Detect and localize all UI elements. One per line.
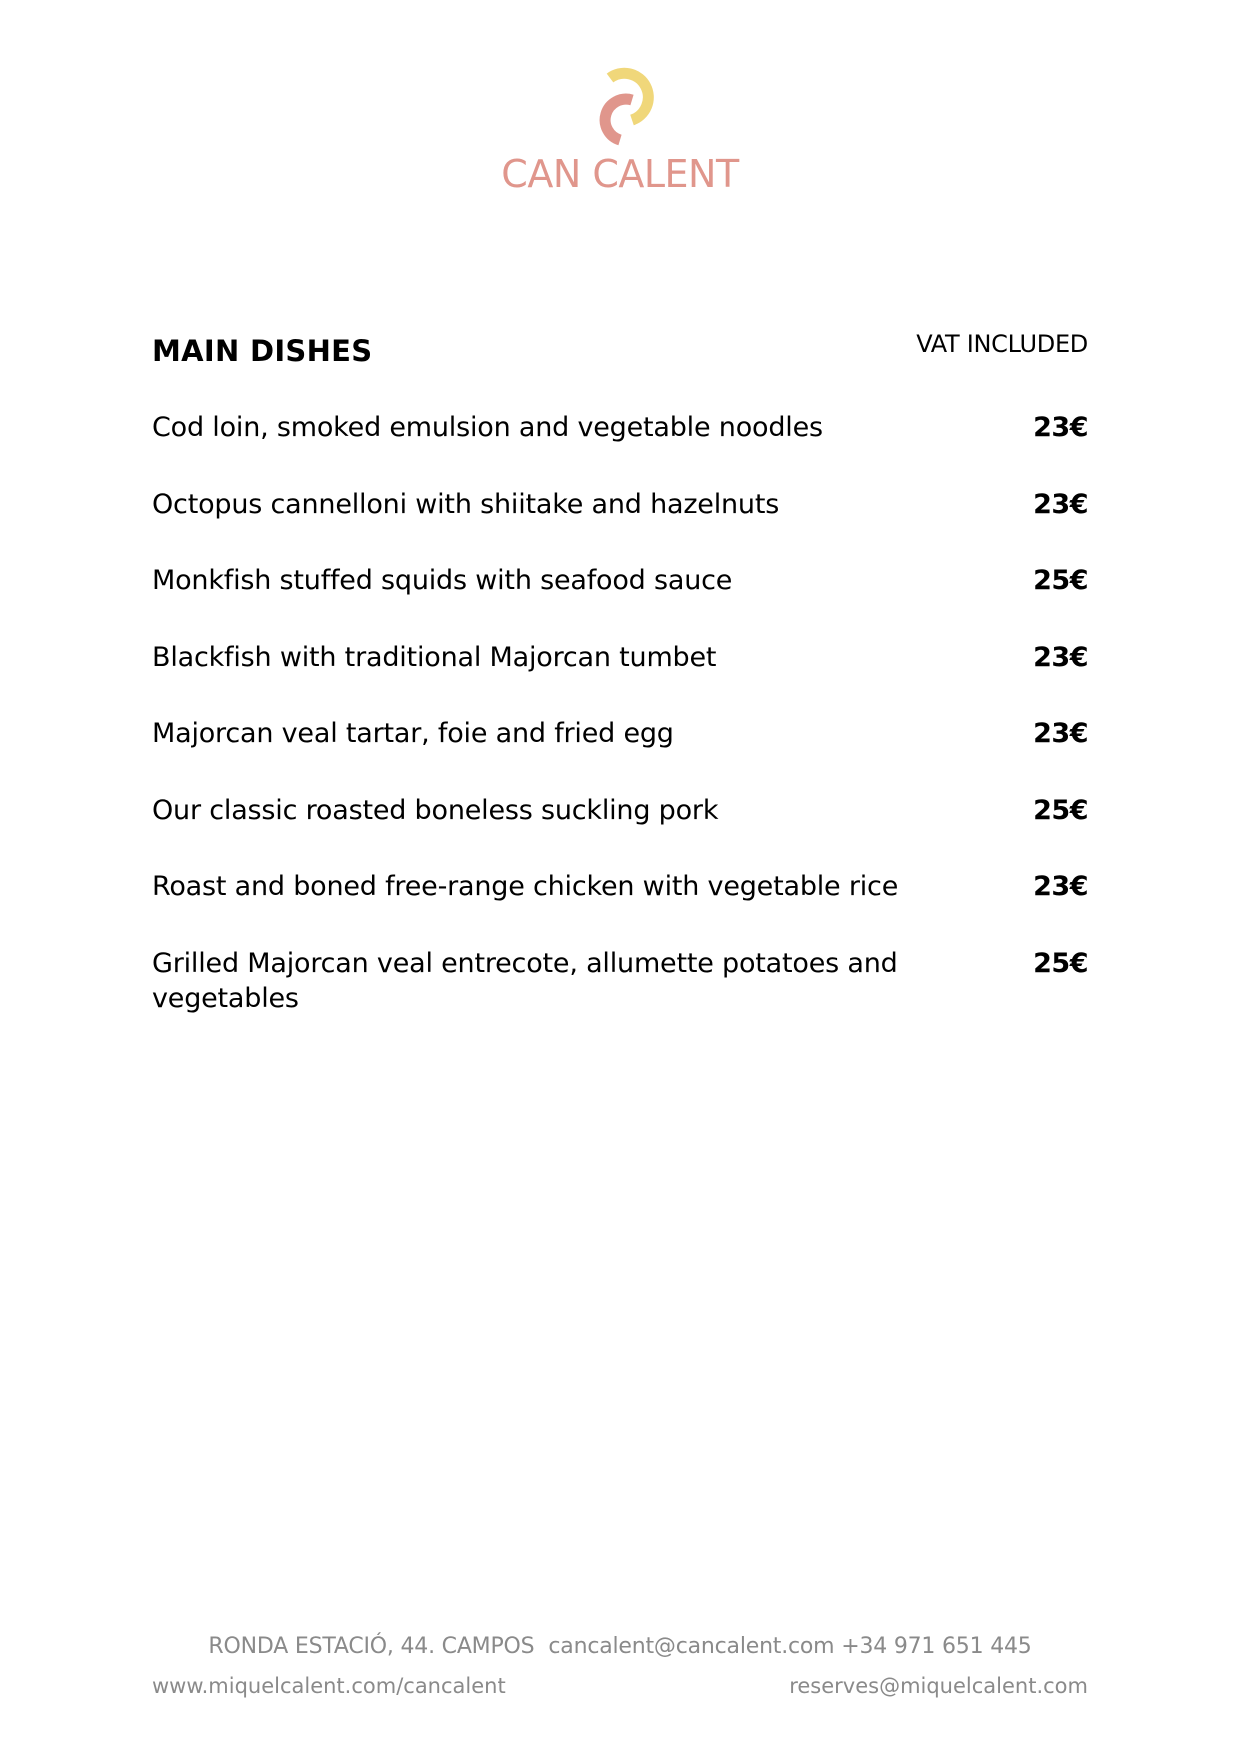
menu-item [152, 487, 1088, 564]
dish-name: Majorcan veal tartar, foie and fried egg [152, 718, 674, 749]
address: RONDA ESTACIÓ, 44. CAMPOS [208, 1634, 535, 1659]
dish-price: 23€ [1033, 871, 1088, 902]
dish-name: Octopus cannelloni with shiitake and hazelnuts [152, 488, 780, 520]
dish-price: 25€ [1033, 947, 1088, 979]
menu-item [152, 869, 1088, 946]
menu-item [152, 716, 1088, 793]
reservations-email[interactable]: reserves@miquelcalent.com [789, 1674, 1088, 1698]
menu-list [152, 410, 1088, 1036]
logo-mark-icon [580, 58, 660, 148]
dish-name: Grilled Majorcan veal entrecote, allumette potatoes and vegetables [152, 947, 898, 1014]
menu-item [152, 946, 1088, 1036]
dish-price: 23€ [1033, 412, 1088, 443]
section-header [152, 330, 1088, 370]
dish-name: Monkfish stuffed squids with seafood sauce [152, 565, 733, 596]
dish-price: 25€ [1033, 794, 1088, 826]
dish-price: 23€ [1033, 641, 1088, 673]
vat-note: VAT INCLUDED [916, 330, 1088, 358]
dish-name: Cod loin, smoked emulsion and vegetable noodles [152, 412, 823, 443]
dish-name: Blackfish with traditional Majorcan tumbet [152, 641, 717, 673]
menu-item [152, 410, 1088, 487]
contact-info: cancalent@cancalent.com +34 971 651 445 [548, 1634, 1032, 1659]
brand-logo [0, 58, 1240, 196]
dish-price: 25€ [1033, 565, 1088, 596]
section-title: MAIN DISHES [152, 334, 373, 368]
menu-item [152, 793, 1088, 870]
dish-price: 23€ [1033, 718, 1088, 749]
footer-address-line [0, 1634, 1240, 1659]
website-link[interactable]: www.miquelcalent.com/cancalent [152, 1674, 506, 1698]
dish-name: Our classic roasted boneless suckling pork [152, 794, 719, 826]
menu-item [152, 563, 1088, 640]
dish-price: 23€ [1033, 488, 1088, 520]
brand-name: CAN CALENT [501, 152, 739, 196]
dish-name: Roast and boned free-range chicken with vegetable rice [152, 871, 899, 902]
footer-links-line [152, 1674, 1088, 1704]
menu-item [152, 640, 1088, 717]
